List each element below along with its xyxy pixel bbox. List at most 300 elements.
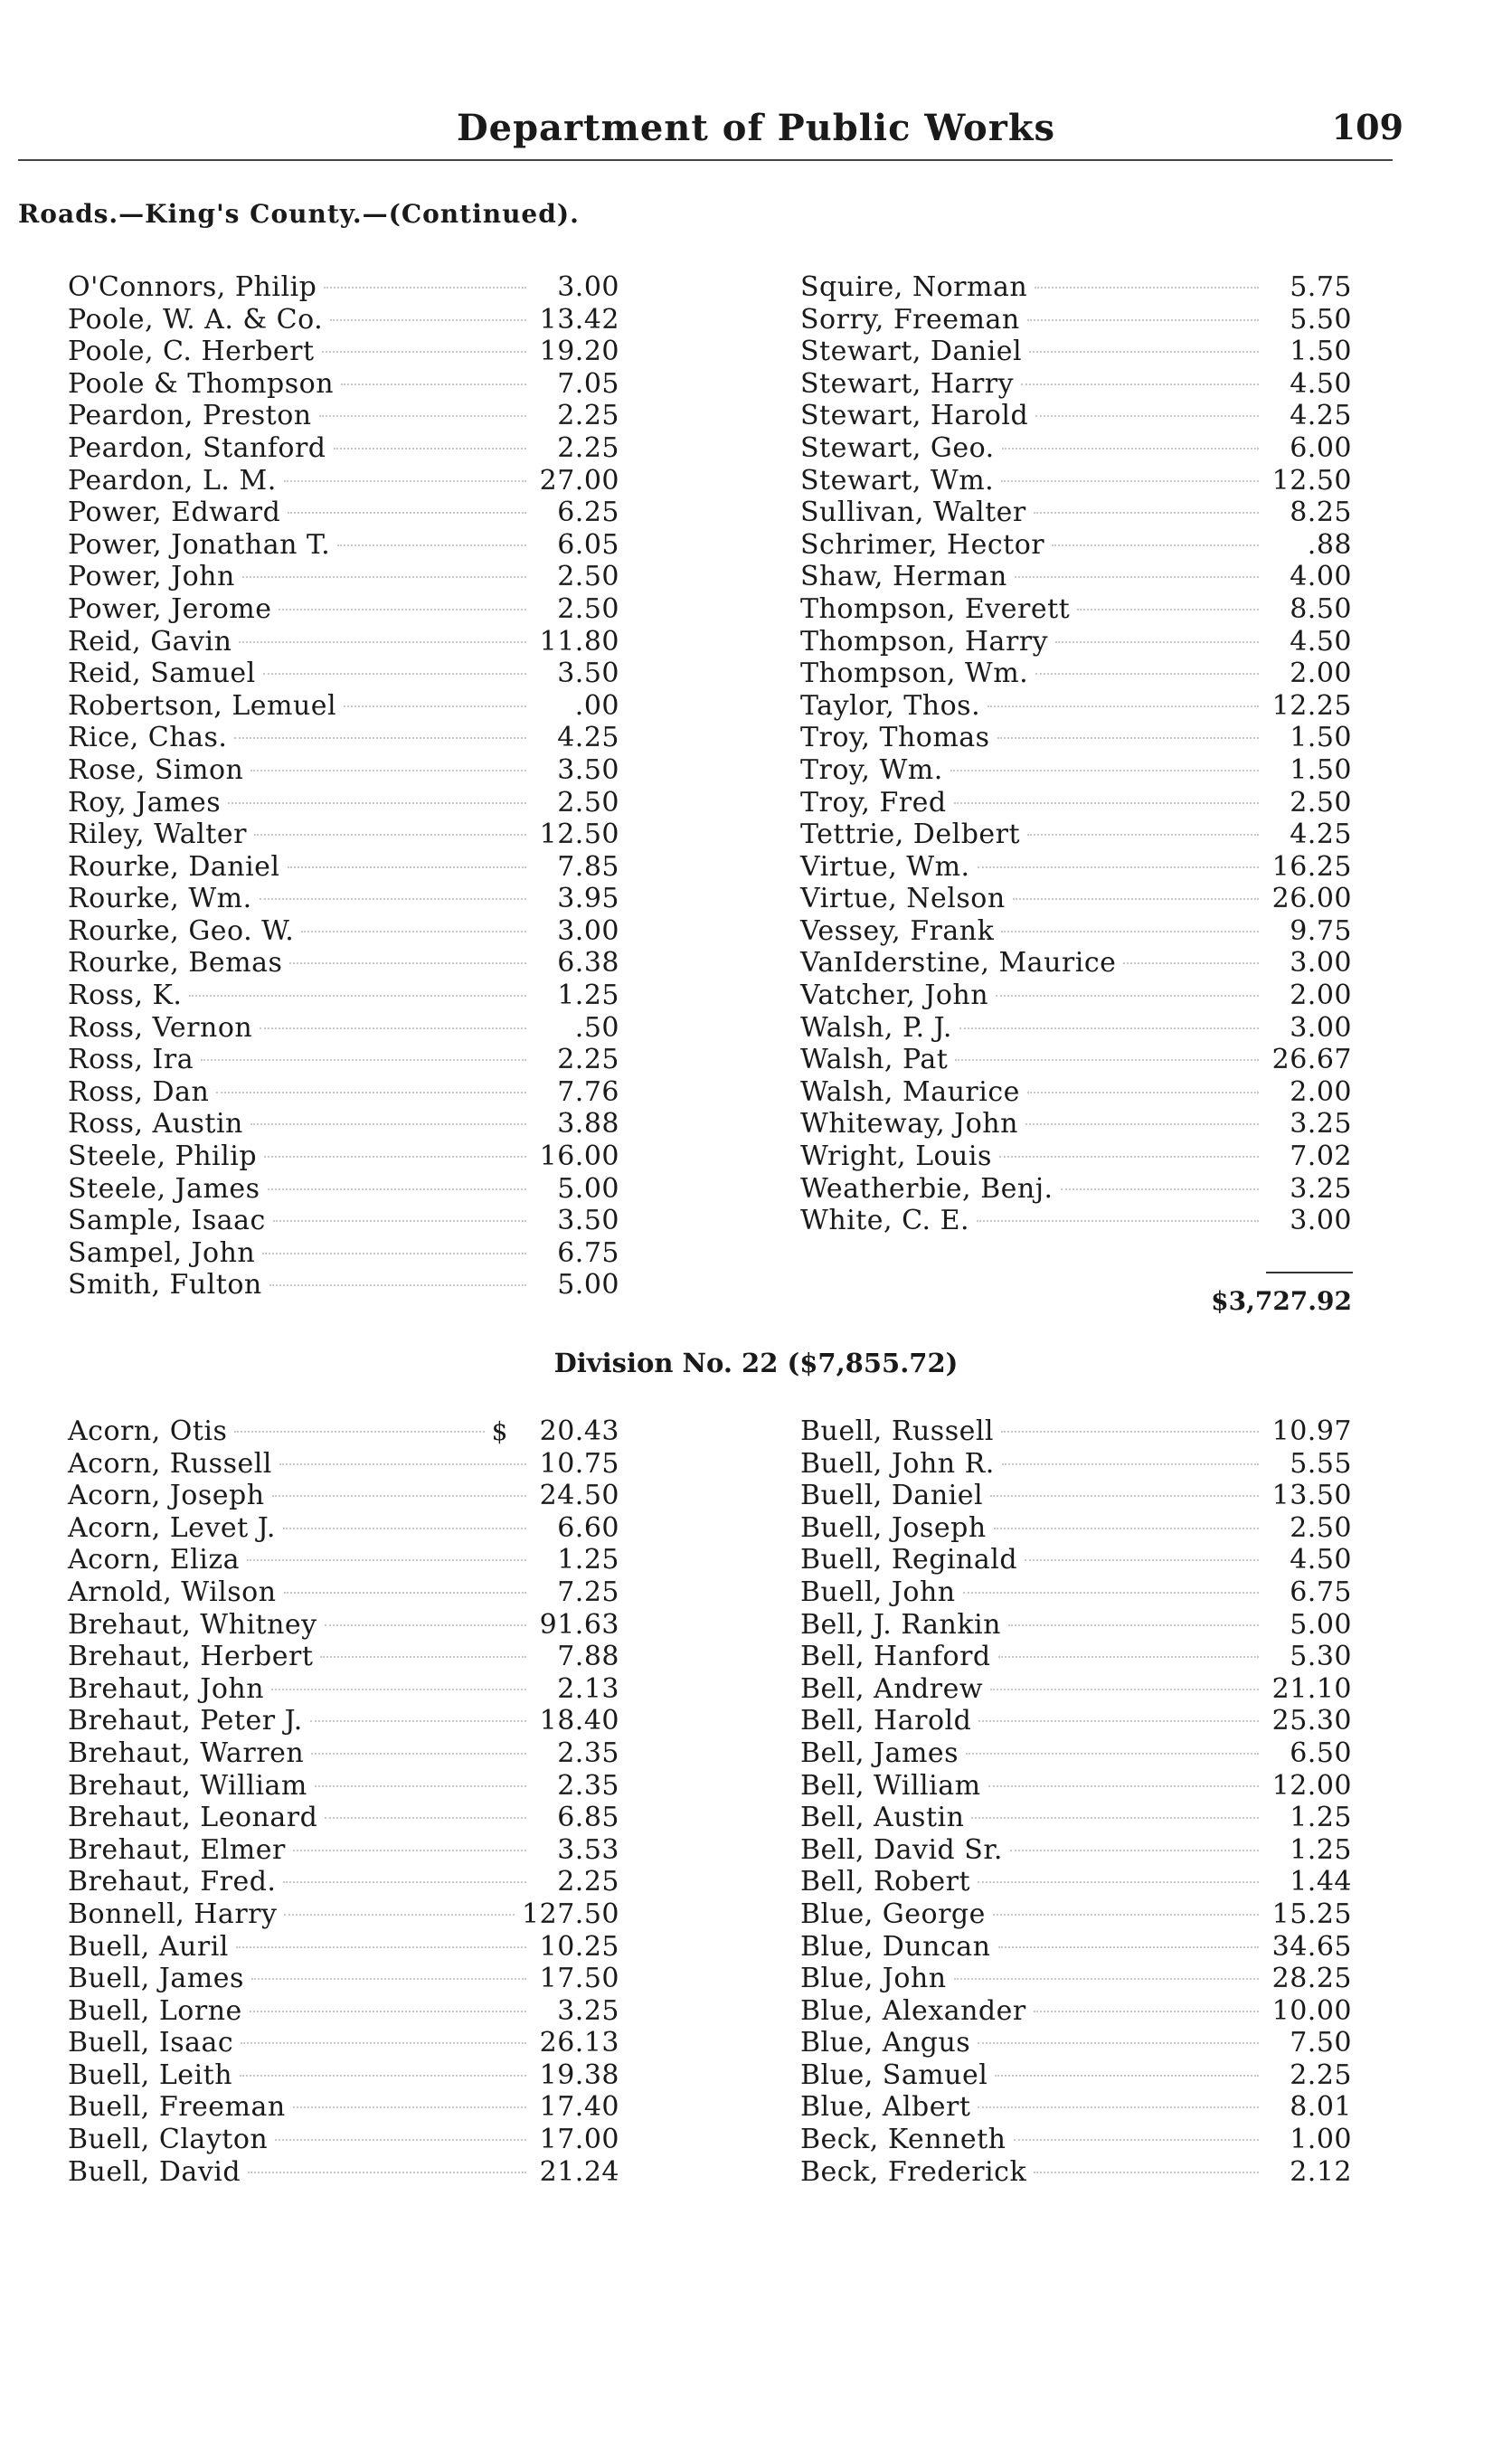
entry-name: Power, Jerome (68, 592, 272, 625)
list-item (68, 1173, 619, 1206)
entry-name: Peardon, Preston (68, 400, 312, 432)
leader-dots (1035, 287, 1259, 289)
leader-dots (283, 1881, 526, 1883)
leader-dots (293, 2106, 526, 2108)
list-item (800, 1931, 1352, 1964)
entry-name: Virtue, Wm. (800, 850, 970, 883)
entry-amount: 15.25 (1271, 1898, 1352, 1930)
entry-name: Ross, Dan (68, 1075, 210, 1108)
entry-name: Bell, William (800, 1769, 981, 1802)
list-item (68, 626, 619, 658)
leader-dots (301, 931, 526, 932)
entry-amount: 34.65 (1271, 1930, 1352, 1963)
leader-dots (1025, 1559, 1259, 1561)
entry-name: Buell, James (68, 1963, 244, 1995)
entry-name: Poole & Thompson (68, 367, 335, 400)
entry-name: Acorn, Otis (68, 1415, 228, 1447)
list-item (800, 1705, 1352, 1737)
list-item (800, 1044, 1352, 1076)
leader-dots (977, 1220, 1259, 1222)
list-item (800, 2091, 1352, 2124)
leader-dots (988, 705, 1259, 707)
entry-name: Riley, Walter (68, 819, 247, 851)
entry-name: Sampel, John (68, 1236, 256, 1269)
leader-dots (978, 2106, 1259, 2108)
entry-name: Buell, John R. (800, 1447, 995, 1480)
entry-name: Buell, Clayton (68, 2124, 269, 2156)
list-item (68, 1963, 619, 1995)
entry-amount: 2.25 (1290, 2059, 1352, 2091)
entry-amount: 3.50 (557, 658, 619, 690)
leader-dots (978, 866, 1259, 868)
entry-name: Steele, James (68, 1172, 260, 1205)
entry-name: Beck, Kenneth (800, 2124, 1006, 2156)
entry-name: Thompson, Harry (800, 625, 1049, 658)
list-item (68, 1995, 619, 2028)
entry-amount: 6.60 (557, 1511, 619, 1544)
entry-amount: 1.50 (1290, 722, 1352, 754)
leader-dots (1027, 319, 1259, 321)
leader-dots (315, 1785, 526, 1787)
leader-dots (241, 2042, 526, 2044)
list-item (68, 400, 619, 432)
entry-amount: 12.00 (1271, 1769, 1352, 1802)
entry-amount: 5.30 (1290, 1641, 1352, 1673)
entry-amount: 1.25 (1290, 1802, 1352, 1834)
entry-name: Power, Edward (68, 497, 281, 529)
entry-name: Bell, David Sr. (800, 1833, 1003, 1866)
leader-dots (279, 609, 526, 610)
list-item (68, 561, 619, 593)
entry-name: Stewart, Daniel (800, 336, 1023, 368)
list-item (800, 1173, 1352, 1206)
entry-amount: 17.00 (539, 2124, 619, 2156)
leader-dots (337, 544, 526, 546)
entry-amount: 2.35 (557, 1737, 619, 1769)
entry-amount: 17.50 (539, 1963, 619, 1995)
entry-name: Blue, Alexander (800, 1994, 1026, 2027)
entry-amount: 4.25 (557, 722, 619, 754)
entry-amount: 13.50 (1271, 1480, 1352, 1512)
list-item (800, 1480, 1352, 1512)
entry-amount: 3.00 (1290, 1205, 1352, 1237)
entry-amount: 7.02 (1290, 1141, 1352, 1173)
entry-name: Rose, Simon (68, 753, 244, 786)
page-header (0, 107, 1512, 152)
entry-name: Ross, Ira (68, 1044, 194, 1076)
list-item (68, 1737, 619, 1770)
entry-name: Blue, Albert (800, 2091, 971, 2124)
list-item (800, 2156, 1352, 2189)
entry-amount: 1.25 (1290, 1833, 1352, 1866)
leader-dots (330, 319, 526, 321)
list-item (68, 690, 619, 723)
entry-amount: 1.25 (557, 980, 619, 1012)
list-item (68, 1866, 619, 1898)
list-item (800, 465, 1352, 497)
total-rule (1266, 1272, 1353, 1273)
list-item (68, 851, 619, 884)
leader-dots (1008, 1624, 1259, 1626)
entry-amount: 2.13 (557, 1672, 619, 1705)
entry-amount: 2.50 (557, 561, 619, 593)
entry-name: Power, John (68, 561, 235, 593)
entry-amount: 16.25 (1271, 850, 1352, 883)
page-number: 109 (1331, 107, 1403, 147)
entry-amount: 16.00 (539, 1141, 619, 1173)
entry-amount: 3.95 (557, 883, 619, 915)
list-item (68, 1044, 619, 1076)
entry-name: Acorn, Russell (68, 1447, 272, 1480)
entry-amount: 4.00 (1290, 561, 1352, 593)
list-item (68, 1480, 619, 1512)
list-item (68, 1576, 619, 1609)
entry-amount: 3.25 (557, 1994, 619, 2027)
leader-dots (990, 1495, 1259, 1497)
leader-dots (273, 1220, 526, 1222)
entry-name: Taylor, Thos. (800, 689, 981, 722)
list-item (800, 1737, 1352, 1770)
leader-dots (1034, 512, 1259, 514)
list-item (68, 915, 619, 948)
entry-amount: 26.00 (1271, 883, 1352, 915)
list-item (800, 1415, 1352, 1448)
list-item (800, 1205, 1352, 1237)
list-item (800, 1576, 1352, 1609)
list-item (68, 947, 619, 980)
entry-name: Sorry, Freeman (800, 303, 1020, 336)
entry-amount: 6.50 (1290, 1737, 1352, 1769)
entry-amount: .00 (574, 689, 619, 722)
leader-dots (251, 1978, 526, 1980)
list-item (68, 1931, 619, 1964)
leader-dots (288, 512, 526, 514)
entry-name: Vessey, Frank (800, 914, 995, 947)
entry-name: O'Connors, Philip (68, 271, 317, 303)
leader-dots (1052, 544, 1259, 546)
leader-dots (1027, 834, 1259, 836)
list-item (68, 1269, 619, 1301)
list-item (68, 787, 619, 819)
list-item (68, 1205, 619, 1237)
entry-name: Schrimer, Hector (800, 528, 1045, 561)
leader-dots (959, 1027, 1259, 1029)
leader-dots (341, 383, 526, 385)
leader-dots (1013, 898, 1259, 900)
entry-amount: 6.05 (557, 528, 619, 561)
entry-name: Buell, Leith (68, 2059, 233, 2091)
entry-amount: 2.12 (1290, 2155, 1352, 2188)
leader-dots (1001, 931, 1259, 932)
entry-name: Acorn, Levet J. (68, 1511, 276, 1544)
entry-amount: 10.25 (539, 1930, 619, 1963)
entry-amount: 1.00 (1290, 2124, 1352, 2156)
entry-amount: 1.50 (1290, 753, 1352, 786)
list-item (68, 722, 619, 754)
leader-dots (248, 2172, 526, 2173)
leader-dots (954, 802, 1259, 804)
leader-dots (971, 1817, 1259, 1819)
leader-dots (1055, 641, 1259, 643)
entry-amount: 12.50 (1271, 464, 1352, 497)
leader-dots (966, 1753, 1259, 1755)
entry-amount: 8.50 (1290, 592, 1352, 625)
entry-amount: 26.13 (539, 2027, 619, 2059)
list-item (800, 1963, 1352, 1995)
list-item (800, 593, 1352, 626)
entry-name: Blue, Duncan (800, 1930, 991, 1963)
list-item (68, 1012, 619, 1045)
list-item (800, 497, 1352, 529)
entry-amount: 24.50 (539, 1480, 619, 1512)
list-item (800, 787, 1352, 819)
entry-name: Bell, Harold (800, 1705, 972, 1737)
entry-name: Whiteway, John (800, 1108, 1018, 1141)
entry-amount: 1.44 (1290, 1866, 1352, 1898)
entry-amount: 5.00 (557, 1172, 619, 1205)
list-item (68, 1512, 619, 1545)
list-item (800, 529, 1352, 562)
entry-name: Walsh, Maurice (800, 1075, 1020, 1108)
leader-dots (955, 1059, 1259, 1061)
entry-amount: 3.00 (557, 271, 619, 303)
leader-dots (1035, 415, 1259, 417)
list-item (800, 271, 1352, 304)
entry-name: Rourke, Bemas (68, 947, 283, 980)
entry-name: Bell, James (800, 1737, 959, 1769)
leader-dots (239, 641, 526, 643)
list-item (68, 271, 619, 304)
entry-amount: 2.25 (557, 400, 619, 432)
list-item (68, 1237, 619, 1270)
entry-amount: 2.35 (557, 1769, 619, 1802)
list-item (68, 2124, 619, 2156)
entry-name: Walsh, Pat (800, 1044, 949, 1076)
list-item (800, 626, 1352, 658)
entry-amount: 3.00 (1290, 947, 1352, 980)
list-item (800, 1866, 1352, 1898)
entry-amount: 4.25 (1290, 400, 1352, 432)
leader-dots (247, 1559, 526, 1561)
leader-dots (1001, 480, 1259, 482)
entry-name: Acorn, Eliza (68, 1544, 241, 1576)
entry-amount: 19.20 (539, 336, 619, 368)
entry-name: Troy, Fred (800, 786, 947, 819)
entry-amount: 4.25 (1290, 819, 1352, 851)
list-item (68, 497, 619, 529)
leader-dots (216, 1092, 526, 1093)
leader-dots (201, 1059, 526, 1061)
leader-dots (1002, 1463, 1259, 1465)
entry-name: Shaw, Herman (800, 561, 1007, 593)
entry-name: Brehaut, Herbert (68, 1641, 314, 1673)
entry-amount: 2.50 (1290, 1511, 1352, 1544)
leader-dots (1061, 1188, 1259, 1190)
currency-symbol: $ (491, 1416, 508, 1446)
leader-dots (242, 576, 526, 578)
list-item (68, 1673, 619, 1706)
leader-dots (311, 1753, 526, 1755)
list-item (800, 561, 1352, 593)
page-title: Department of Public Works (456, 107, 1056, 149)
list-item (68, 1641, 619, 1673)
leader-dots (998, 1656, 1259, 1658)
list-item (800, 432, 1352, 465)
list-item (68, 1898, 619, 1931)
entry-name: Wright, Louis (800, 1141, 992, 1173)
leader-dots (999, 1156, 1259, 1158)
leader-dots (279, 1463, 526, 1465)
entry-name: Blue, John (800, 1963, 947, 1995)
list-item (800, 2124, 1352, 2156)
entry-name: Blue, Samuel (800, 2059, 988, 2091)
entry-amount: 4.50 (1290, 625, 1352, 658)
entry-amount: 2.00 (1290, 980, 1352, 1012)
entry-amount: 13.42 (539, 303, 619, 336)
entry-name: Steele, Philip (68, 1141, 258, 1173)
list-item (800, 2059, 1352, 2092)
entry-amount: 10.75 (539, 1447, 619, 1480)
entry-amount: 1.25 (557, 1544, 619, 1576)
entry-name: Rourke, Wm. (68, 883, 252, 915)
entry-amount: 3.25 (1290, 1108, 1352, 1141)
list-item (800, 1108, 1352, 1141)
list-item (800, 658, 1352, 690)
entry-name: Buell, Reginald (800, 1544, 1018, 1576)
list-item (800, 980, 1352, 1012)
entry-name: Vatcher, John (800, 980, 989, 1012)
leader-dots (1029, 351, 1259, 353)
list-item (800, 400, 1352, 432)
leader-dots (289, 962, 526, 964)
leader-dots (998, 1946, 1260, 1948)
ledger-column-right (800, 271, 1352, 1237)
entry-amount: 2.25 (557, 431, 619, 464)
leader-dots (293, 1850, 526, 1851)
entry-name: Bell, Andrew (800, 1672, 984, 1705)
entry-amount: 1.50 (1290, 336, 1352, 368)
entry-name: Thompson, Wm. (800, 658, 1029, 690)
entry-name: Walsh, P. J. (800, 1011, 952, 1044)
leader-dots (1001, 1431, 1259, 1433)
entry-name: Rourke, Geo. W. (68, 914, 295, 947)
entry-amount: 3.88 (557, 1108, 619, 1141)
leader-dots (288, 866, 526, 868)
leader-dots (993, 1914, 1259, 1916)
entry-amount: 6.00 (1290, 431, 1352, 464)
list-item (68, 1544, 619, 1576)
leader-dots (250, 2011, 526, 2012)
entry-amount: 6.85 (557, 1802, 619, 1834)
list-item (800, 883, 1352, 915)
entry-amount: 3.25 (1290, 1172, 1352, 1205)
list-item (800, 1448, 1352, 1481)
entry-name: Reid, Samuel (68, 658, 256, 690)
list-item (68, 1609, 619, 1642)
list-item (68, 2091, 619, 2124)
entry-name: Brehaut, Warren (68, 1737, 305, 1769)
entry-amount: 91.63 (539, 1608, 619, 1641)
entry-amount: 7.50 (1290, 2027, 1352, 2059)
entry-name: Ross, Austin (68, 1108, 243, 1141)
entry-name: Buell, Joseph (800, 1511, 987, 1544)
header-rule (18, 159, 1393, 161)
entry-name: Sullivan, Walter (800, 497, 1026, 529)
entry-amount: 3.50 (557, 753, 619, 786)
entry-name: Arnold, Wilson (68, 1576, 277, 1608)
list-item (68, 336, 619, 368)
section-heading: Roads.—King's County.—(Continued). (18, 199, 580, 229)
division-heading: Division No. 22 ($7,855.72) (553, 1348, 959, 1378)
entry-name: Peardon, Stanford (68, 431, 326, 464)
leader-dots (283, 1528, 526, 1529)
entry-name: White, C. E. (800, 1205, 970, 1237)
list-item (800, 1770, 1352, 1803)
entry-amount: 2.00 (1290, 658, 1352, 690)
division-column-right (800, 1415, 1352, 2188)
entry-amount: 5.50 (1290, 303, 1352, 336)
leader-dots (240, 2075, 526, 2077)
entry-name: Bell, Robert (800, 1866, 971, 1898)
list-item (68, 1834, 619, 1867)
leader-dots (963, 1592, 1259, 1594)
entry-name: Acorn, Joseph (68, 1480, 265, 1512)
leader-dots (284, 1914, 515, 1916)
list-item (68, 1802, 619, 1834)
list-item (800, 1609, 1352, 1642)
list-item (800, 368, 1352, 401)
entry-name: Buell, Lorne (68, 1994, 242, 2027)
entry-amount: 7.25 (557, 1576, 619, 1608)
entry-name: Sample, Isaac (68, 1205, 266, 1237)
leader-dots (284, 1592, 526, 1594)
list-item (800, 2027, 1352, 2059)
leader-dots (1010, 1850, 1259, 1851)
entry-name: Reid, Gavin (68, 625, 232, 658)
entry-name: Roy, James (68, 786, 222, 819)
leader-dots (334, 448, 526, 450)
entry-amount: 3.50 (557, 1205, 619, 1237)
leader-dots (275, 2139, 526, 2141)
list-item (800, 304, 1352, 336)
leader-dots (1021, 383, 1259, 385)
list-item (68, 980, 619, 1012)
entry-name: Blue, George (800, 1898, 986, 1930)
list-item (800, 1834, 1352, 1867)
entry-amount: 20.43 (539, 1415, 619, 1447)
entry-name: Brehaut, William (68, 1769, 307, 1802)
entry-name: Bell, J. Rankin (800, 1608, 1001, 1641)
entry-name: Buell, David (68, 2155, 241, 2188)
leader-dots (254, 834, 526, 836)
list-item (800, 1898, 1352, 1931)
leader-dots (950, 770, 1259, 771)
leader-dots (1077, 609, 1259, 610)
entry-amount: 12.50 (539, 819, 619, 851)
entry-name: Ross, K. (68, 980, 183, 1012)
list-item (68, 1770, 619, 1803)
list-item (800, 947, 1352, 980)
list-item (800, 1802, 1352, 1834)
list-item (68, 1705, 619, 1737)
leader-dots (260, 898, 526, 900)
entry-amount: 26.67 (1271, 1044, 1352, 1076)
leader-dots (324, 287, 526, 289)
entry-name: Buell, John (800, 1576, 956, 1608)
list-item (68, 2027, 619, 2059)
entry-name: Buell, Freeman (68, 2091, 286, 2124)
entry-amount: 2.25 (557, 1866, 619, 1898)
